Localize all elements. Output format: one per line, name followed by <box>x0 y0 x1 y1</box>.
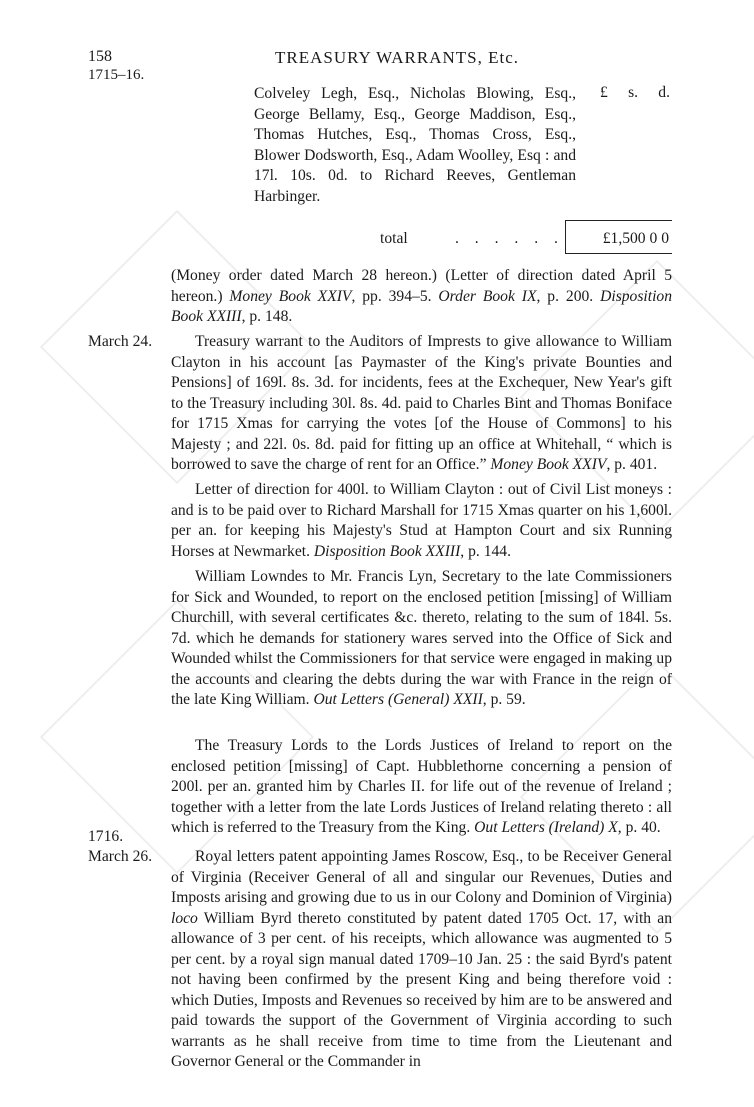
ref-money-book: Money Book XXIV <box>229 287 352 305</box>
total-dots: . . . . . . <box>455 230 564 247</box>
ref-money-book: Money Book XXIV <box>490 456 607 473</box>
currency-pence: d. <box>658 84 670 101</box>
intro-text: Colveley Legh, Esq., Nicholas Blowing, Esq., George Bellamy, Esq., George Maddison, Esq., Thomas Hutches, Esq., Thomas Cross, Esq., Blower Dodsworth, Esq., Adam Woolley, Esq : and 17l. 10s. 0d. to Richard Reeves, Gentleman Harbinger. <box>254 85 576 205</box>
ref-order-book: Order Book IX <box>438 287 537 305</box>
year-range: 1715–16. <box>88 67 145 83</box>
total-label: total <box>380 230 408 247</box>
ref-out-letters-ireland: Out Letters (Ireland) X <box>474 819 618 836</box>
currency-pound: £ <box>600 84 608 101</box>
currency-shilling: s. <box>628 84 639 101</box>
loco-word: loco <box>171 909 198 927</box>
entry-direction: Letter of direction for 400l. to William Clayton : out of Civil List moneys : and is to be paid over to Richard Marshall for 1715 Xmas quarter on his 1,600l. per an. for keeping his Majesty's Stud at Hampton Court and six Running Horses at Newmarket. Disposition Book XXIII, p. 144. <box>171 481 672 560</box>
ref-disposition-book: Disposition Book XXIII <box>313 542 461 560</box>
total-rule-top <box>565 220 672 221</box>
entry-ireland: The Treasury Lords to the Lords Justices of Ireland to report on the enclosed petition [missing] of Capt. Hubblethorne concerning a pension of 200l. per an. granted him by Charles II. for life out of the revenue of Ireland ; together with a letter from the late Lords Justices of Ireland relating thereto : all which is referred to the Treasury from the King. Out Letters (Ireland) X, p. 40. <box>171 737 672 836</box>
entry-money-order: (Money order dated March 28 hereon.) (Letter of direction dated April 5 hereon.) Money Book XXIV, pp. 394–5. Order Book IX, p. 200. Disposition Book XXIII, p. 148. <box>171 267 673 325</box>
entry-lowndes: William Lowndes to Mr. Francis Lyn, Secretary to the late Commissioners for Sick and Wounded, to report on the enclosed petition [missing] of William Churchill, with several certificates &c. thereto, relating to the sum of 184l. 5s. 7d. which he demands for stationery wares served into the Office of Sick and Wounded whilst the Commissioners for that service were engaged in making up the accounts and clearing the debts during the war with France in the reign of the late King William. Out Letters (General) XXII, p. 59. <box>171 568 672 708</box>
margin-year: 1716. <box>88 828 124 845</box>
ref-disposition-book: Disposition Book XXIII <box>171 287 673 325</box>
margin-date: March 24. <box>88 333 153 350</box>
page-number: 158 <box>88 48 112 65</box>
total-line <box>380 230 672 248</box>
total-amount: £1,500 0 0 <box>602 230 669 247</box>
running-head: TREASURY WARRANTS, Etc. <box>274 48 520 67</box>
total-rule-bottom <box>565 253 672 254</box>
margin-date: March 26. <box>88 848 153 865</box>
currency-heads <box>600 84 670 102</box>
intro-paragraph <box>254 84 576 207</box>
entry-roscow: Royal letters patent appointing James Roscow, Esq., to be Receiver General of Virginia (Receiver General of all and singular our Revenues, Duties and Imposts arising and growing due to us in our Colony and Dominion of Virginia) loco William Byrd thereto constituted by patent dated 1705 Oct. 17, with an allowance of 3 per cent. of his receipts, which allowance was augmented to 5 per cent. by a royal sign manual dated 1709–10 Jan. 25 : the said Byrd's patent not having been confirmed by the present King and being therefore void : which Duties, Imposts and Revenues so received by him are to be answered and paid towards the support of the Government of Virginia according to such warrants as he shall receive from time to time from the Lieutenant and Governor General or the Commander in <box>171 848 672 1070</box>
entry-clayton: Treasury warrant to the Auditors of Imprests to give allowance to William Clayton in his account [as Paymaster of the King's private Bounties and Pensions] of 169l. 8s. 3d. for incidents, fees at the Exchequer, New Year's gift to the Treasury including 30l. 8s. 4d. paid to Charles Bint and Thomas Boniface for 1715 Xmas for carrying the votes [of the House of Commons] to his Majesty ; and 22l. 0s. 8d. paid for fitting up an office at Whitehall, “ which is borrowed to save the charge of rent for an Office.” Money Book XXIV, p. 401. <box>171 333 672 473</box>
ref-out-letters-general: Out Letters (General) XXII <box>313 691 483 708</box>
